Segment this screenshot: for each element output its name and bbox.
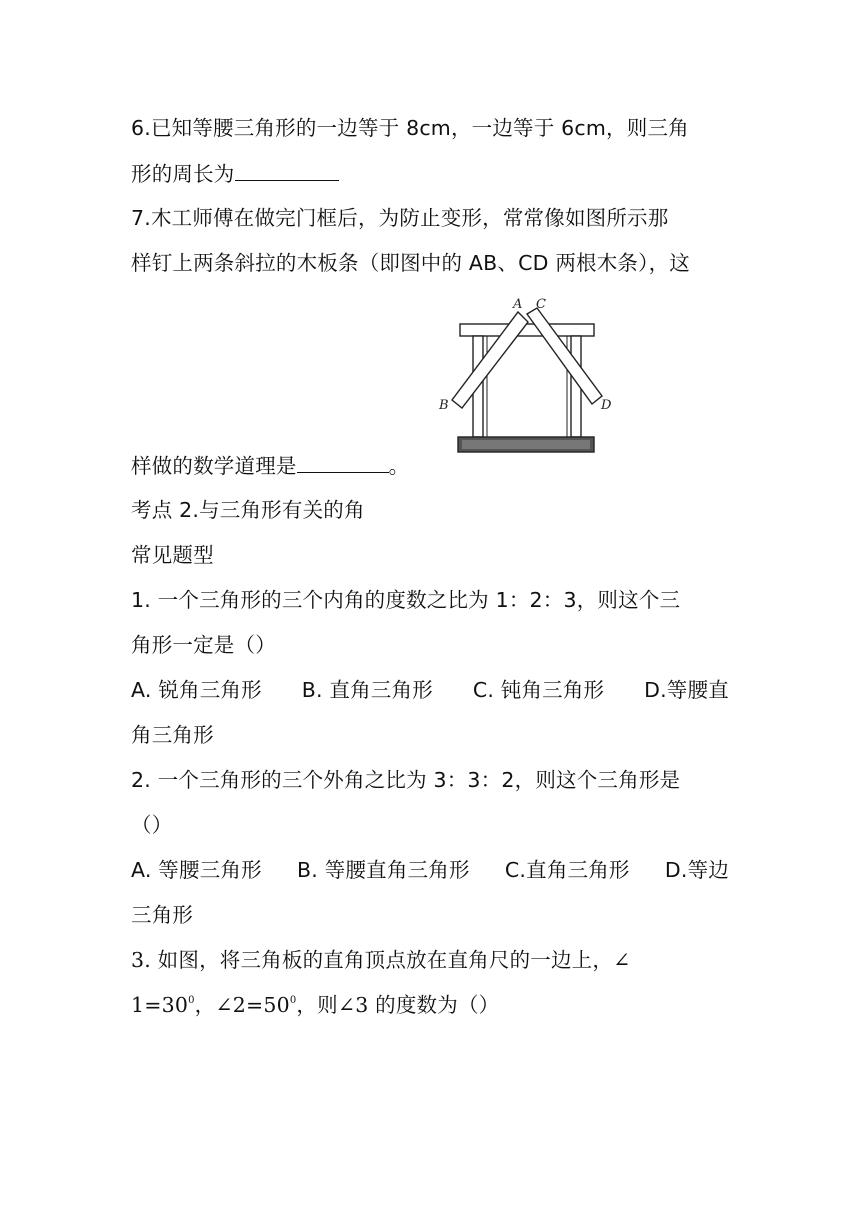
p3-degree-1: 0	[188, 995, 195, 1006]
p3-line-1: 3. 如图，将三角板的直角顶点放在直角尺的一边上，∠	[131, 948, 631, 972]
label-b: B	[439, 398, 449, 413]
q6-answer-blank	[235, 158, 339, 181]
p3-line-2	[131, 990, 731, 1020]
p2-option-d: D.等边	[664, 858, 729, 882]
board-cd	[527, 308, 602, 404]
q6-text: 形的周长为	[131, 162, 235, 186]
p3-question: ，则∠3 的度数为（）	[296, 993, 500, 1017]
p2-option-wrap: 三角形	[131, 903, 194, 927]
p3-degree-2: 0	[289, 995, 297, 1006]
section-subtitle: 常见题型	[131, 543, 214, 567]
p2-option-c: C.直角三角形	[504, 858, 630, 882]
q7-text: 样做的数学道理是	[131, 454, 297, 478]
label-a: A	[513, 297, 523, 312]
p2-option-a: A. 等腰三角形	[131, 858, 262, 882]
top-beam	[460, 324, 594, 336]
ground-texture	[462, 440, 590, 449]
p1-line-1: 1. 一个三角形的三个内角的度数之比为 1：2：3，则这个三	[131, 588, 681, 612]
p1-line-2: 角形一定是（）	[131, 633, 276, 657]
q7-period: 。	[388, 454, 410, 478]
p1-option-b: B. 直角三角形	[301, 678, 433, 702]
p2-options	[131, 855, 729, 885]
p1-option-a: A. 锐角三角形	[131, 678, 262, 702]
p2-option-b: B. 等腰直角三角形	[297, 858, 470, 882]
q7-line-2: 样钉上两条斜拉的木板条（即图中的 AB、CD 两根木条），这	[131, 251, 690, 275]
door-frame-figure	[436, 292, 612, 460]
q7-answer-blank	[297, 450, 389, 473]
label-c: C	[536, 297, 546, 312]
p1-option-d: D.等腰直	[644, 678, 729, 702]
q7-line-1: 7.木工师傅在做完门框后，为防止变形，常常像如图所示那	[131, 206, 669, 230]
p1-option-c: C. 钝角三角形	[472, 678, 605, 702]
p1-options	[131, 675, 729, 705]
section-title: 考点 2.与三角形有关的角	[131, 498, 365, 522]
p1-option-wrap: 角三角形	[131, 723, 214, 747]
label-d: D	[601, 398, 612, 413]
p2-line-1: 2. 一个三角形的三个外角之比为 3：3：2，则这个三角形是	[131, 768, 681, 792]
q6-line-2	[131, 158, 731, 189]
q7-line-3	[131, 450, 731, 481]
p2-line-2: （）	[131, 813, 173, 837]
q6-line-1: 6.已知等腰三角形的一边等于 8cm，一边等于 6cm，则三角	[131, 116, 689, 140]
p3-angle1: 1=30	[131, 993, 189, 1017]
p3-angle2: ，∠2=50	[194, 993, 290, 1017]
